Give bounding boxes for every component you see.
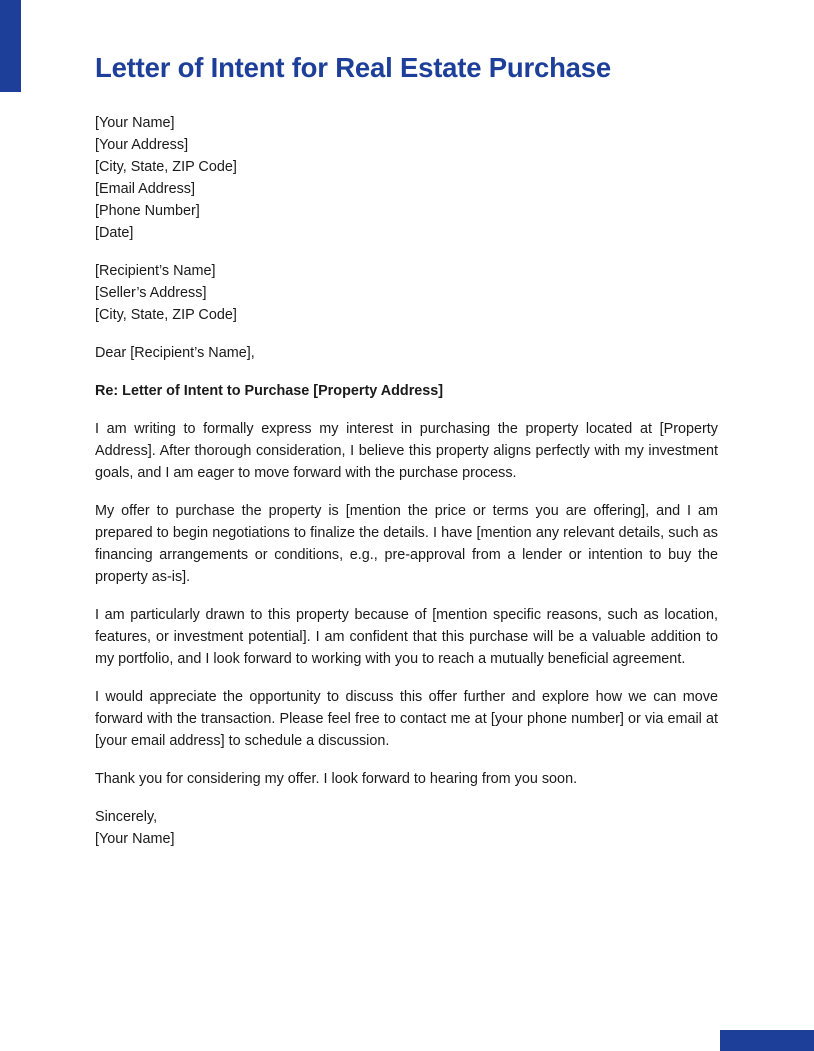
body-paragraph-1: I am writing to formally express my interest in purchasing the property located at [Property Address]. After thorough consideration, I believe this property aligns perfectly with my investment goals, and I am eager to move forward with the purchase process. (95, 421, 718, 481)
letter-title: Letter of Intent for Real Estate Purchase (95, 52, 611, 83)
recipient-city-state-zip: [City, State, ZIP Code] (95, 307, 237, 323)
recipient-address: [Seller’s Address] (95, 285, 207, 301)
letter-date: [Date] (95, 225, 134, 241)
sender-address-block (95, 112, 718, 244)
recipient-address-block (95, 260, 718, 326)
sender-name: [Your Name] (95, 115, 175, 131)
recipient-name: [Recipient’s Name] (95, 263, 216, 279)
letter-page (95, 48, 718, 850)
accent-bar-top-left (0, 0, 21, 92)
sender-address: [Your Address] (95, 137, 189, 153)
sender-email: [Email Address] (95, 181, 195, 197)
body-paragraph-3: I am particularly drawn to this property because of [mention specific reasons, such as location, features, or investment potential]. I am confident that this purchase will be a valuable addition to my portfolio, and I look forward to working with you to reach a mutually beneficial agreement. (95, 607, 718, 667)
body-paragraph-2: My offer to purchase the property is [mention the price or terms you are offering], and I am prepared to begin negotiations to finalize the details. I have [mention any relevant details, such as financing arrangements or conditions, e.g., pre-approval from a lender or intention to buy the property as-is]. (95, 503, 718, 585)
body-paragraph-5: Thank you for considering my offer. I look forward to hearing from you soon. (95, 771, 578, 787)
accent-bar-bottom-right (720, 1030, 814, 1051)
closing-block (95, 806, 718, 850)
body-paragraph-4: I would appreciate the opportunity to discuss this offer further and explore how we can move forward with the transaction. Please feel free to contact me at [your phone number] or via email at [your email address] to schedule a discussion. (95, 689, 718, 749)
signature-name: [Your Name] (95, 831, 175, 847)
sender-phone: [Phone Number] (95, 203, 200, 219)
salutation: Dear [Recipient’s Name], (95, 345, 255, 361)
subject-line: Re: Letter of Intent to Purchase [Property Address] (95, 383, 444, 399)
sender-city-state-zip: [City, State, ZIP Code] (95, 159, 237, 175)
closing: Sincerely, (95, 809, 158, 825)
